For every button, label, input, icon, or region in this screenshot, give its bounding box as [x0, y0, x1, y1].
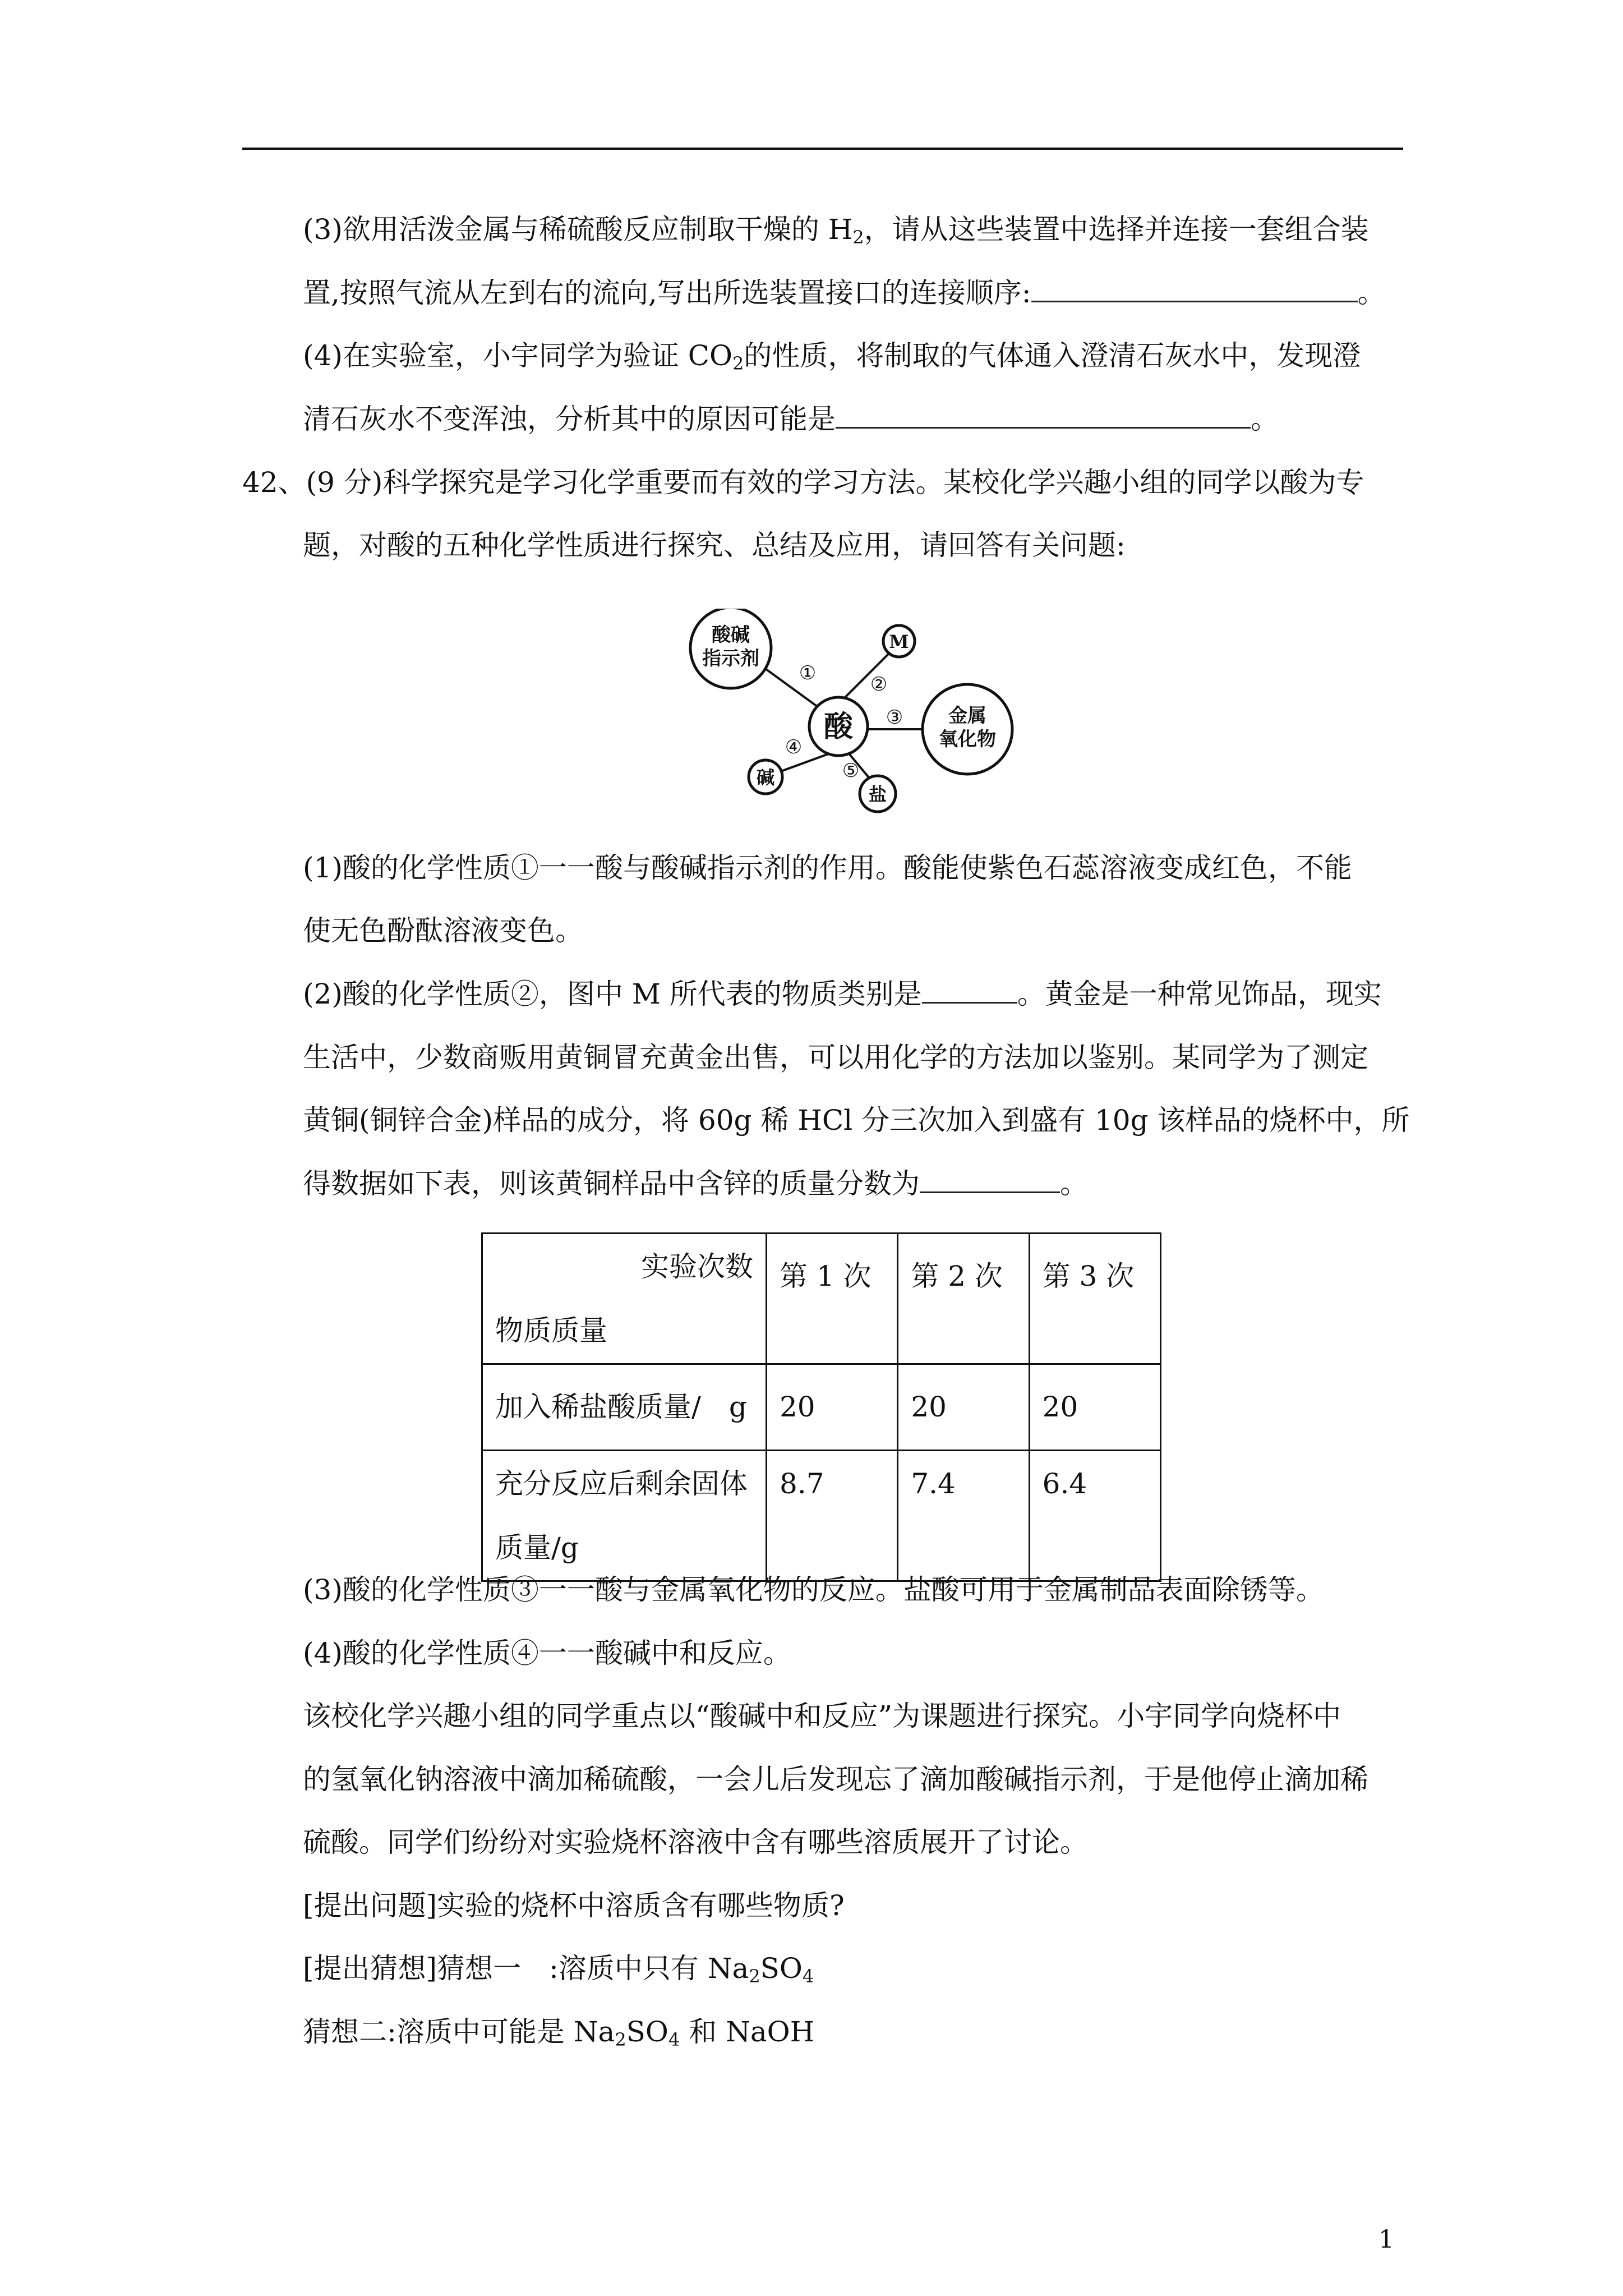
q42-guess2: 猜想二:溶质中可能是 $Na_2SO_4$ 和 NaOH: [303, 2016, 815, 2050]
table-cell: 20: [767, 1364, 898, 1451]
q42-part2-line4: 得数据如下表，则该黄铜样品中含锌的质量分数为 。: [303, 1166, 1088, 1202]
q42-part5-line3: 硫酸。同学们纷纷对实验烧杯溶液中含有哪些溶质展开了讨论。: [303, 1826, 1088, 1858]
answer-blank[interactable]: [836, 401, 1251, 429]
marker-5: ⑤: [842, 760, 860, 782]
column-header: 第 2 次: [898, 1234, 1029, 1364]
indicator-label-line2: 指示剂: [702, 647, 759, 670]
acid-properties-diagram: [681, 609, 1029, 822]
q41-part4-line2: 清石灰水不变浑浊，分析其中的原因可能是 。: [303, 401, 1279, 437]
q42-part2-line2: 生活中，少数商贩用黄铜冒充黄金出售，可以用化学的方法加以鉴别。某同学为了测定: [303, 1041, 1368, 1074]
table-cell: 7.4: [898, 1451, 1029, 1581]
q42-part5-line1: 该校化学兴趣小组的同学重点以“酸碱中和反应”为课题进行探究。小宇同学向烧杯中: [303, 1700, 1341, 1732]
table-cell: 8.7: [767, 1451, 898, 1581]
q42-part1-line2: 使无色酚酞溶液变色。: [303, 914, 583, 947]
table-corner-cell: [482, 1234, 767, 1364]
marker-3: ③: [886, 706, 903, 729]
marker-1: ①: [799, 662, 817, 684]
q42-part2-line1: (2)酸的化学性质②，图中 M 所代表的物质类别是 。黄金是一种常见饰品，现实: [303, 976, 1382, 1012]
row-label: 充分反应后剩余固体 质量/g: [482, 1451, 767, 1581]
page-number: 1: [1378, 2225, 1394, 2254]
q41-part3-line2: 置,按照气流从左到右的流向,写出所选装置接口的连接顺序: 。: [303, 275, 1386, 311]
q42-part2-line3: 黄铜(铜锌合金)样品的成分，将 60g 稀 HCl 分三次加入到盛有 10g 该样品的烧杯中，所: [303, 1104, 1410, 1137]
oxide-label-line2: 氧化物: [939, 728, 996, 751]
answer-blank[interactable]: [920, 1166, 1060, 1193]
row-label: 加入稀盐酸质量/ g: [482, 1364, 767, 1451]
metal-label: M: [889, 631, 909, 652]
column-header: 第 1 次: [767, 1234, 898, 1364]
salt-label: 盐: [868, 784, 887, 805]
q42-part5-line2: 的氢氧化钠溶液中滴加稀硫酸，一会儿后发现忘了滴加酸碱指示剂，于是他停止滴加稀: [303, 1763, 1368, 1796]
acid-label: 酸: [823, 710, 854, 744]
table-cell: 20: [1029, 1364, 1160, 1451]
column-header: 第 3 次: [1029, 1234, 1160, 1364]
marker-4: ④: [785, 736, 803, 758]
answer-blank[interactable]: [1031, 275, 1358, 302]
header-rule: [242, 148, 1403, 150]
corner-top-label: 实验次数: [641, 1250, 753, 1283]
table-cell: 6.4: [1029, 1451, 1160, 1581]
corner-bottom-label: 物质质量: [495, 1314, 607, 1347]
brass-data-table: [481, 1232, 1161, 1582]
answer-blank[interactable]: [922, 976, 1017, 1004]
q42-intro-line2: 题，对酸的五种化学性质进行探究、总结及应用，请回答有关问题:: [303, 529, 1126, 562]
q42-part1-line1: (1)酸的化学性质①一一酸与酸碱指示剂的作用。酸能使紫色石蕊溶液变成红色，不能: [303, 852, 1352, 884]
marker-2: ②: [870, 673, 888, 696]
indicator-label-line1: 酸碱: [712, 624, 750, 646]
q41-part3-line1: (3)欲用活泼金属与稀硫酸反应制取干燥的 $H_2$，请从这些装置中选择并连接一套组合装: [303, 213, 1369, 248]
q41-part4-line1: (4)在实验室，小宇同学为验证 $CO_2$的性质，将制取的气体通入澄清石灰水中，发现澄: [303, 339, 1361, 374]
table-row: [482, 1364, 1161, 1451]
q42-part4: (4)酸的化学性质④一一酸碱中和反应。: [303, 1637, 791, 1669]
table-cell: 20: [898, 1364, 1029, 1451]
q42-guess1: [提出猜想]猜想一 :溶质中只有 $Na_2SO_4$: [303, 1952, 814, 1987]
oxide-label-line1: 金属: [948, 705, 986, 727]
table-row: [482, 1451, 1161, 1581]
table-header-row: [482, 1234, 1161, 1364]
q42-part3: (3)酸的化学性质③一一酸与金属氧化物的反应。盐酸可用于金属制品表面除锈等。: [303, 1573, 1324, 1606]
base-label: 碱: [756, 767, 775, 788]
q42-question: [提出问题]实验的烧杯中溶质含有哪些物质?: [303, 1889, 845, 1922]
q42-intro-line1: 42、(9 分)科学探究是学习化学重要而有效的学习方法。某校化学兴趣小组的同学以酸为专: [242, 466, 1364, 499]
